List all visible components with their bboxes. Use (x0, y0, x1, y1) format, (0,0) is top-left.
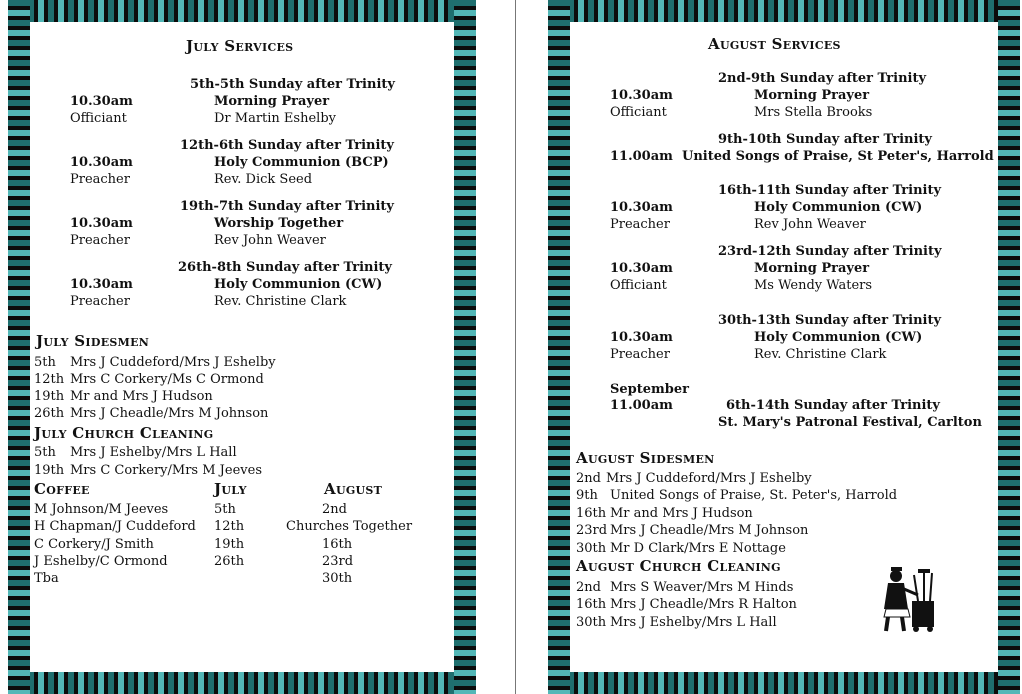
sidesmen-names: Mrs J Cuddeford/Mrs J Eshelby (606, 471, 812, 486)
sidesmen-date: 26th (34, 406, 65, 421)
service-heading: 9th-10th Sunday after Trinity (718, 132, 932, 147)
sidesmen-title: August Sidesmen (576, 449, 715, 467)
sidesmen-date: 12th (34, 372, 65, 387)
sidesmen-date: 9th (576, 488, 598, 503)
coffee-cell: 16th (322, 537, 353, 552)
page-title: August Services (708, 35, 841, 53)
service-heading: 2nd-9th Sunday after Trinity (718, 71, 927, 86)
service-role: Preacher (610, 217, 670, 232)
service-time: 10.30am (70, 94, 133, 109)
service-time: 10.30am (610, 330, 673, 345)
sidesmen-names: Mr and Mrs J Hudson (610, 506, 753, 521)
butterfly-border-right-right (998, 0, 1020, 694)
cleaning-names: Mrs J Eshelby/Mrs L Hall (610, 615, 777, 630)
coffee-cell: 2nd (322, 502, 347, 517)
sidesmen-names: Mr and Mrs J Hudson (70, 389, 213, 404)
service-time: 10.30am (70, 155, 133, 170)
service-name: St. Mary's Patronal Festival, Carlton (718, 415, 982, 430)
coffee-cell: 30th (322, 571, 353, 586)
service-heading: 30th-13th Sunday after Trinity (718, 313, 942, 328)
coffee-cell: M Johnson/M Jeeves (34, 502, 169, 517)
cleaning-date: 16th (576, 597, 607, 612)
coffee-cell: 5th (214, 502, 236, 517)
service-time: 10.30am (70, 216, 133, 231)
butterfly-border-left-right (548, 0, 570, 694)
service-person: Mrs Stella Brooks (754, 105, 873, 120)
service-heading: 6th-14th Sunday after Trinity (726, 398, 940, 413)
cleaning-title: July Church Cleaning (34, 424, 214, 442)
sidesmen-names: United Songs of Praise, St. Peter's, Harrold (610, 488, 898, 503)
coffee-cell: 12th (214, 519, 245, 534)
july-header: July (214, 480, 247, 498)
service-name: Morning Prayer (754, 88, 870, 103)
service-heading: 26th-8th Sunday after Trinity (178, 260, 392, 275)
sidesmen-names: Mrs J Cheadle/Mrs M Johnson (70, 406, 269, 421)
cleaning-names: Mrs J Cheadle/Mrs R Halton (610, 597, 797, 612)
sidesmen-date: 30th (576, 541, 607, 556)
coffee-cell: J Eshelby/C Ormond (34, 554, 168, 569)
service-time: 11.00am (610, 398, 673, 413)
service-time: 10.30am (610, 88, 673, 103)
service-heading: 23rd-12th Sunday after Trinity (718, 244, 942, 259)
butterfly-border-left-left (8, 0, 30, 694)
coffee-cell: 19th (214, 537, 245, 552)
page-title: July Services (186, 37, 294, 55)
service-person: Dr Martin Eshelby (214, 111, 336, 126)
coffee-cell: Tba (34, 571, 59, 586)
sidesmen-names: Mrs C Corkery/Ms C Ormond (70, 372, 264, 387)
service-heading: 16th-11th Sunday after Trinity (718, 183, 942, 198)
service-name: Holy Communion (CW) (754, 200, 923, 215)
cleaning-title: August Church Cleaning (576, 557, 781, 575)
sidesmen-date: 5th (34, 355, 56, 370)
sidesmen-names: Mrs J Cheadle/Mrs M Johnson (610, 523, 809, 538)
service-role: Preacher (70, 172, 130, 187)
service-role: Officiant (610, 278, 667, 293)
service-role: Preacher (70, 233, 130, 248)
service-heading: 19th-7th Sunday after Trinity (180, 199, 394, 214)
service-time: 10.30am (610, 200, 673, 215)
service-role: Officiant (70, 111, 127, 126)
service-time: 11.00am (610, 149, 673, 164)
coffee-cell: 26th (214, 554, 245, 569)
service-person: Rev. Christine Clark (214, 294, 347, 309)
cleaning-date: 5th (34, 445, 56, 460)
butterfly-border-bottom-left (8, 672, 476, 694)
sidesmen-title: July Sidesmen (36, 332, 150, 350)
cleaning-names: Mrs J Eshelby/Mrs L Hall (70, 445, 237, 460)
service-name: Holy Communion (BCP) (214, 155, 389, 170)
service-name: Holy Communion (CW) (214, 277, 383, 292)
service-person: Rev. Dick Seed (214, 172, 313, 187)
cleaning-names: Mrs C Corkery/Mrs M Jeeves (70, 463, 262, 478)
cleaning-date: 30th (576, 615, 607, 630)
coffee-cell: Churches Together (286, 519, 413, 534)
august-header: August (324, 480, 383, 498)
butterfly-border-top-right (548, 0, 1020, 22)
service-name: Morning Prayer (214, 94, 330, 109)
butterfly-border-bottom-right (548, 672, 1020, 694)
cleaning-names: Mrs S Weaver/Mrs M Hinds (610, 580, 794, 595)
service-heading: 12th-6th Sunday after Trinity (180, 138, 394, 153)
service-person: Rev. Christine Clark (754, 347, 887, 362)
sidesmen-date: 23rd (576, 523, 608, 538)
service-name: Holy Communion (CW) (754, 330, 923, 345)
cleaning-date: 19th (34, 463, 65, 478)
sidesmen-date: 16th (576, 506, 607, 521)
butterfly-border-top-left (8, 0, 476, 22)
service-time: 10.30am (70, 277, 133, 292)
service-name: United Songs of Praise, St Peter's, Harrold (682, 149, 994, 164)
service-person: Rev John Weaver (214, 233, 326, 248)
sidesmen-date: 19th (34, 389, 65, 404)
cleaning-date: 2nd (576, 580, 601, 595)
september-label: September (610, 382, 689, 397)
service-time: 10.30am (610, 261, 673, 276)
page-divider (515, 0, 516, 694)
service-role: Preacher (70, 294, 130, 309)
coffee-cell: H Chapman/J Cuddeford (34, 519, 196, 534)
sidesmen-names: Mr D Clark/Mrs E Nottage (610, 541, 786, 556)
service-name: Worship Together (214, 216, 344, 231)
butterfly-border-right-left (454, 0, 476, 694)
coffee-header: Coffee (34, 480, 90, 498)
service-name: Morning Prayer (754, 261, 870, 276)
coffee-cell: 23rd (322, 554, 354, 569)
cleaning-lady-icon (874, 565, 944, 633)
service-person: Ms Wendy Waters (754, 278, 873, 293)
service-heading: 5th-5th Sunday after Trinity (190, 77, 395, 92)
sidesmen-names: Mrs J Cuddeford/Mrs J Eshelby (70, 355, 276, 370)
coffee-cell: C Corkery/J Smith (34, 537, 154, 552)
service-role: Officiant (610, 105, 667, 120)
sidesmen-date: 2nd (576, 471, 601, 486)
service-person: Rev John Weaver (754, 217, 866, 232)
service-role: Preacher (610, 347, 670, 362)
